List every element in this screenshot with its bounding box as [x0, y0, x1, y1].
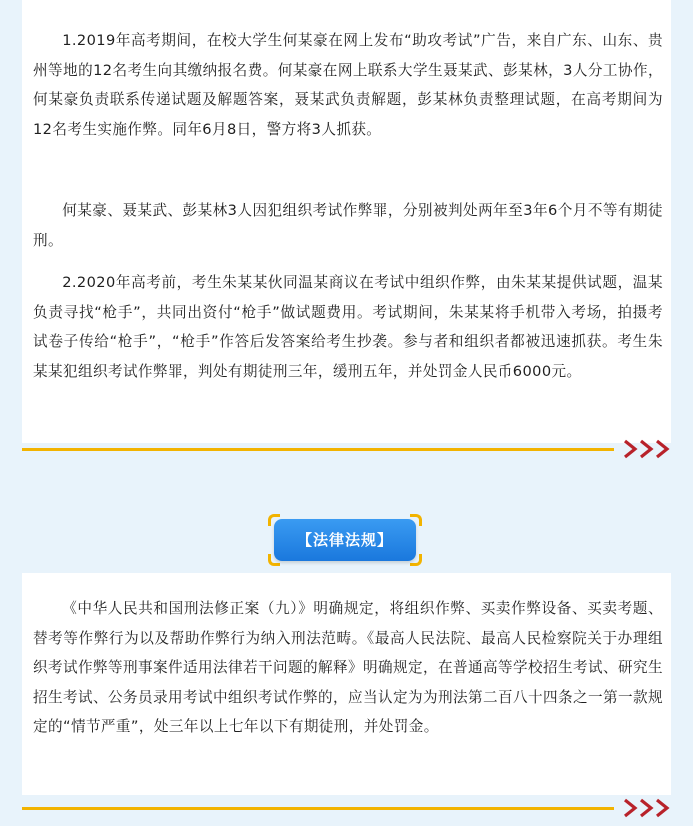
law-paragraph: 《中华人民共和国刑法修正案（九）》明确规定，将组织作弊、买卖作弊设备、买卖考题、替考等作弊行为以及帮助作弊行为纳入刑法范畴。《最高人民法院、最高人民检察院关于办理组织考试作弊等刑事案件适用法律若干问题的解释》明确规定，在普通高等学校招生考试、研究生招生考试、公务员录用考试中组织考试作弊的，应当认定为为刑法第二百八十四条之一第一款规定的“情节严重”，处三年以上七年以下有期徒刑，并处罚金。	[33, 600, 663, 735]
case-card	[22, 0, 671, 443]
triple-chevron-right-icon	[622, 797, 674, 819]
triple-chevron-right-icon	[622, 438, 674, 460]
law-card	[22, 573, 671, 795]
law-section-heading-frame	[268, 514, 422, 566]
section-divider-line	[22, 448, 614, 451]
case-paragraph-3: 2.2020年高考前，考生朱某某伙同温某商议在考试中组织作弊，由朱某某提供试题，温某负责寻找“枪手”，共同出资付“枪手”做试题费用。考试期间，朱某某将手机带入考场，拍摄考试卷子传给“枪手”，“枪手”作答后发答案给考生抄袭。参与者和组织者都被迅速抓获。考生朱某某犯组织考试作弊罪，判处有期徒刑三年，缓刑五年，并处罚金人民币6000元。	[33, 274, 663, 380]
case-paragraph-1: 1.2019年高考期间，在校大学生何某豪在网上发布“助攻考试”广告，来自广东、山东、贵州等地的12名考生向其缴纳报名费。何某豪在网上联系大学生聂某武、彭某林，3人分工协作，何某豪负责联系传递试题及解题答案，聂某武负责解题，彭某林负责整理试题，在高考期间为12名考生实施作弊。同年6月8日，警方将3人抓获。	[33, 32, 663, 138]
section-divider-line	[22, 807, 614, 810]
case-paragraph-2: 何某豪、聂某武、彭某林3人因犯组织考试作弊罪，分别被判处两年至3年6个月不等有期徒刑。	[33, 202, 663, 249]
law-section-heading: 【法律法规】	[274, 519, 416, 561]
